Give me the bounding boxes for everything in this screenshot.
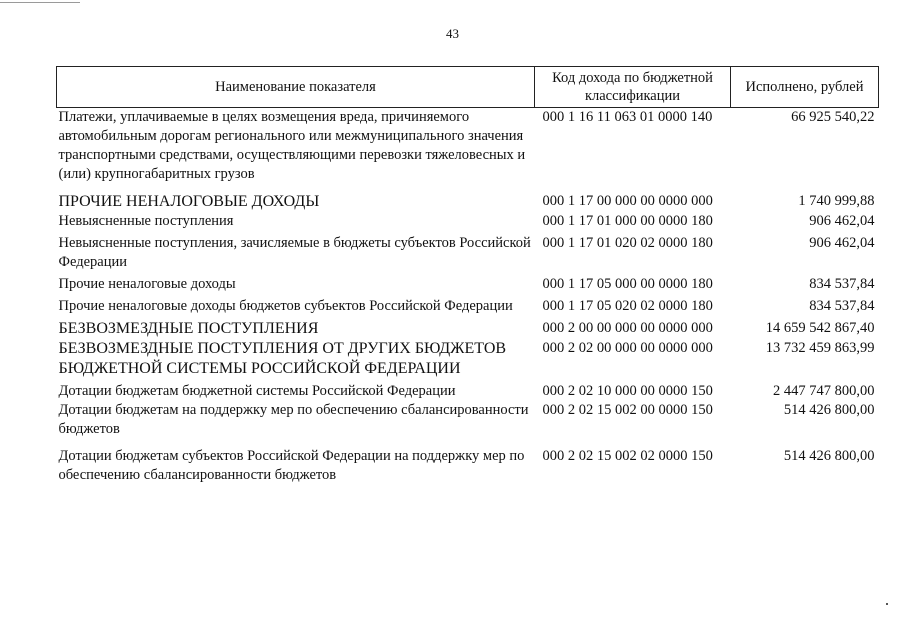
row-code: 000 1 17 01 000 00 0000 180 [542, 213, 713, 229]
table-row [57, 401, 879, 439]
row-code: 000 2 02 15 002 02 0000 150 [542, 448, 713, 464]
row-amount: 66 925 540,22 [791, 109, 875, 125]
row-amount: 514 426 800,00 [783, 402, 875, 418]
row-code: 000 1 17 05 020 02 0000 180 [542, 298, 713, 314]
row-amount: 1 740 999,88 [798, 193, 875, 209]
row-code: 000 1 17 05 000 00 0000 180 [542, 276, 713, 292]
row-amount: 906 462,04 [809, 213, 875, 229]
table-body [57, 108, 879, 486]
revenue-table [56, 66, 879, 485]
row-amount: 14 659 542 867,40 [765, 320, 875, 336]
row-code: 000 2 00 00 000 00 0000 000 [542, 320, 713, 336]
row-name: Невыясненные поступления [58, 213, 234, 229]
scan-edge-line [0, 2, 80, 4]
page-number: 43 [446, 26, 459, 41]
row-name: Невыясненные поступления, зачисляемые в бюджеты субъектов Российской Федерации [58, 235, 531, 270]
row-name: Дотации бюджетам субъектов Российской Федерации на поддержку мер по обеспечению сбалансированности бюджетов [58, 448, 525, 483]
row-name: Дотации бюджетам бюджетной системы Российской Федерации [58, 383, 456, 399]
row-name: ПРОЧИЕ НЕНАЛОГОВЫЕ ДОХОДЫ [58, 193, 320, 210]
row-code: 000 1 17 00 000 00 0000 000 [542, 193, 713, 209]
table-row [57, 379, 879, 401]
table-row [57, 339, 879, 379]
table-row [57, 184, 879, 212]
header-name: Наименование показателя [57, 67, 535, 108]
row-code: 000 1 16 11 063 01 0000 140 [542, 109, 713, 125]
row-amount: 514 426 800,00 [783, 448, 875, 464]
row-name: БЕЗВОЗМЕЗДНЫЕ ПОСТУПЛЕНИЯ [58, 320, 319, 337]
row-amount: 13 732 459 863,99 [765, 340, 875, 356]
row-code: 000 2 02 00 000 00 0000 000 [542, 340, 713, 356]
table-row [57, 272, 879, 294]
table-row [57, 108, 879, 185]
row-code: 000 1 17 01 020 02 0000 180 [542, 235, 713, 251]
scan-speck [886, 603, 888, 605]
row-amount: 834 537,84 [809, 276, 875, 292]
table-row [57, 294, 879, 316]
row-amount: 2 447 747 800,00 [773, 383, 875, 399]
row-name: Прочие неналоговые доходы [58, 276, 236, 292]
row-code: 000 2 02 15 002 00 0000 150 [542, 402, 713, 418]
table-row [57, 212, 879, 231]
row-name: Прочие неналоговые доходы бюджетов субъектов Российской Федерации [58, 298, 513, 314]
table-row [57, 316, 879, 339]
table-row [57, 231, 879, 272]
row-code: 000 2 02 10 000 00 0000 150 [542, 383, 713, 399]
row-name: Дотации бюджетам на поддержку мер по обеспечению сбалансированности бюджетов [58, 402, 529, 437]
row-name: БЕЗВОЗМЕЗДНЫЕ ПОСТУПЛЕНИЯ ОТ ДРУГИХ БЮДЖЕТОВ БЮДЖЕТНОЙ СИСТЕМЫ РОССИЙСКОЙ ФЕДЕРАЦИИ [58, 340, 507, 377]
header-amount: Исполнено, рублей [731, 67, 879, 108]
table-row [57, 439, 879, 485]
row-amount: 906 462,04 [809, 235, 875, 251]
row-name: Платежи, уплачиваемые в целях возмещения вреда, причиняемого автомобильным дорогам регионального или межмуниципального значения транспортными средствами, осуществляющими перевозки тяжеловесных и (или) крупногабаритных грузов [58, 109, 526, 182]
table-header [57, 67, 879, 108]
row-amount: 834 537,84 [809, 298, 875, 314]
header-row [57, 67, 879, 108]
header-code: Код дохода по бюджетной классификации [535, 67, 731, 108]
